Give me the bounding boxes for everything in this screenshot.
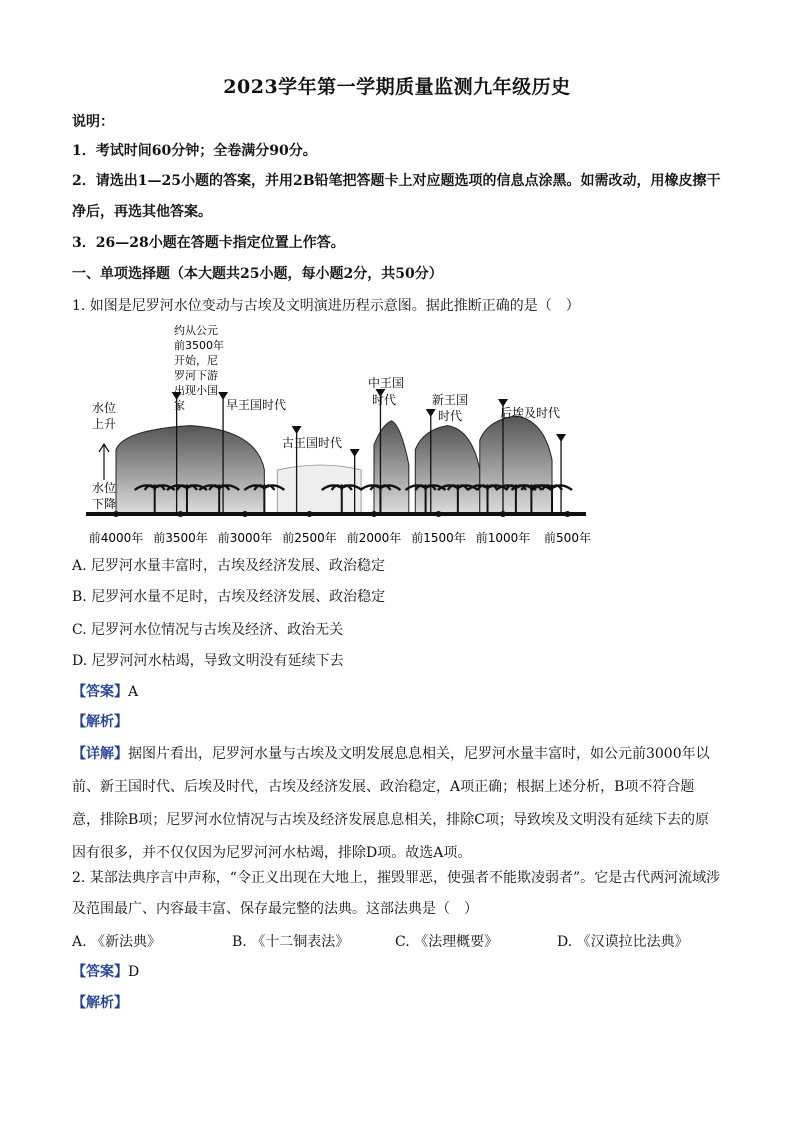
section-heading: 一、单项选择题（本大题共25小题，每小题2分，共50分）	[72, 266, 443, 282]
q2-option-d: D. 《汉谟拉比法典》	[557, 934, 689, 950]
ylabel-top-1: 水位	[92, 401, 117, 415]
period-label-new-2: 时代	[438, 409, 463, 423]
x-tick-label: 前2000年	[346, 531, 402, 545]
instruction-1: 1．考试时间60分钟；全卷满分90分。	[72, 143, 317, 159]
q2-stem-line2: 及范围最广、内容最丰富、保存最完整的法典。这部法典是（ ）	[72, 901, 478, 917]
instruction-3: 3．26—28小题在答题卡指定位置上作答。	[72, 235, 345, 251]
q2-analysis-tag	[72, 993, 722, 1013]
q2-option-c: C. 《法理概要》	[395, 934, 499, 950]
q1-option-c: C. 尼罗河水位情况与古埃及经济、政治无关	[72, 622, 344, 638]
nile-chart	[86, 320, 596, 550]
water-level-area-low	[277, 465, 361, 514]
x-tick-label: 前3500年	[153, 531, 208, 545]
axis-tick-dot	[371, 511, 377, 517]
annotation-line: 家	[174, 399, 185, 412]
water-level-area	[374, 421, 409, 514]
water-level-area	[116, 426, 264, 514]
q1-option-a: A. 尼罗河水量丰富时，古埃及经济发展、政治稳定	[72, 558, 386, 574]
q1-option-b: B. 尼罗河水量不足时，古埃及经济发展、政治稳定	[72, 589, 386, 605]
axis-tick-dot	[178, 511, 184, 517]
annotation-line: 约从公元	[174, 324, 218, 337]
answer-tag: 【答案】	[72, 684, 128, 700]
period-label-late: 后埃及时代	[500, 406, 561, 420]
period-label-middle-2: 时代	[372, 393, 397, 407]
annotation-line: 开始，尼	[174, 354, 218, 367]
analysis-tag: 【解析】	[72, 714, 128, 730]
answer-value: D	[128, 964, 140, 980]
period-label-new-1: 新王国	[432, 393, 469, 407]
axis-tick-dot	[436, 511, 442, 517]
lotus-icon	[426, 409, 436, 417]
ylabel-top-2: 上升	[92, 417, 117, 431]
q2-stem-line1: 2. 某部法典序言中声称，“令正义出现在大地上，摧毁罪恶，使强者不能欺凌弱者”。它是古代两河流域涉	[72, 870, 721, 886]
x-tick-label: 前1000年	[475, 531, 531, 545]
x-tick-label: 前500年	[544, 531, 591, 545]
axis-tick-dot	[565, 511, 571, 517]
lotus-icon	[556, 434, 566, 442]
annotation-text	[174, 323, 224, 412]
axis-tick-dot	[307, 511, 313, 517]
axis-tick-dot	[113, 511, 119, 517]
page-title: 2023学年第一学期质量监测九年级历史	[223, 76, 571, 98]
axis-tick-dot	[500, 511, 506, 517]
annotation-line: 前3500年	[174, 339, 224, 352]
x-tick-label: 前4000年	[88, 531, 144, 545]
x-tick-label: 前2500年	[282, 531, 337, 545]
q2-option-a: A. 《新法典》	[72, 934, 162, 950]
lotus-icon	[292, 426, 302, 434]
q1-answer-row	[72, 682, 722, 702]
annotation-line: 出现小国	[174, 384, 218, 397]
answer-tag: 【答案】	[72, 964, 128, 980]
y-arrow-icon	[99, 444, 109, 480]
q1-detail	[72, 738, 722, 870]
instructions-heading: 说明：	[72, 114, 114, 130]
period-marker-pole	[556, 434, 566, 514]
q2-answer-row	[72, 962, 722, 982]
detail-tag: 【详解】	[72, 746, 128, 762]
x-tick-label: 前1500年	[411, 531, 466, 545]
q2-option-b: B. 《十二铜表法》	[232, 934, 350, 950]
period-label-middle-1: 中王国	[368, 376, 405, 390]
q2-options	[72, 931, 722, 951]
axis-ticks	[89, 511, 591, 545]
q1-option-d: D. 尼罗河河水枯竭，导致文明没有延续下去	[72, 653, 344, 669]
x-tick-label: 前3000年	[217, 531, 273, 545]
ylabel-bottom-1: 水位	[92, 481, 117, 495]
q1-analysis-tag	[72, 712, 722, 732]
axis-tick-dot	[242, 511, 248, 517]
period-label-early: 早王国时代	[226, 398, 287, 412]
analysis-tag: 【解析】	[72, 995, 128, 1011]
period-label-old: 古王国时代	[282, 436, 343, 450]
answer-value: A	[128, 684, 139, 700]
detail-text: 据图片看出，尼罗河水量与古埃及文明发展息息相关，尼罗河水量丰富时，如公元前3000年以前、新王国时代、后埃及时代，古埃及经济发展、政治稳定，A项正确；根据上述分析，B项不符合题意，排除B项；尼罗河水位情况与古埃及经济发展息息相关，排除C项；导致埃及文明没有延续下去的原因有很多，并不仅仅因为尼罗河河水枯竭，排除D项。故选A项。	[72, 746, 710, 861]
instruction-2: 2．请选出1—25小题的答案，并用2B铅笔把答题卡上对应题选项的信息点涂黑。如需改动，用橡皮擦干净后，再选其他答案。	[72, 173, 721, 220]
q1-stem: 1. 如图是尼罗河水位变动与古埃及文明演进历程示意图。据此推断正确的是（ ）	[72, 298, 580, 314]
lotus-icon	[350, 449, 360, 457]
ylabel-bottom-2: 下降	[92, 497, 117, 511]
annotation-line: 罗河下游	[174, 369, 218, 382]
